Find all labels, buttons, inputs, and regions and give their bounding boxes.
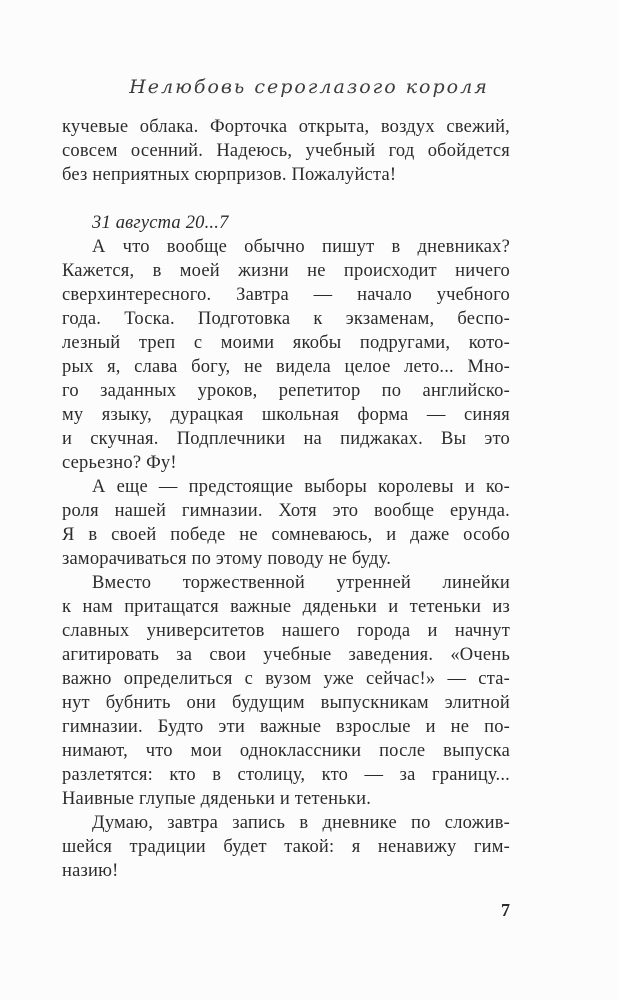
text-line: без неприятных сюрпризов. Пожалуйста! bbox=[62, 165, 397, 185]
text-line: совсем осенний. Надеюсь, учебный год обойдется bbox=[62, 141, 510, 161]
page-number: 7 bbox=[501, 900, 510, 920]
text-line: разлетятся: кто в столицу, кто — за границу... bbox=[62, 765, 510, 785]
paragraph bbox=[62, 571, 510, 811]
text-line: серьезно? Фу! bbox=[62, 453, 177, 473]
text-line: Я в своей победе не сомневаюсь, и даже особо bbox=[62, 525, 510, 545]
running-head-title: Нелюбовь сероглазого короля bbox=[129, 76, 489, 98]
text-line: славных университетов нашего города и начнут bbox=[62, 621, 510, 641]
text-line: Наивные глупые дяденьки и тетеньки. bbox=[62, 789, 372, 809]
text-line: Кажется, в моей жизни не происходит ничего bbox=[62, 261, 510, 281]
paragraph bbox=[62, 811, 510, 883]
text-line: и скучная. Подплечники на пиджаках. Вы это bbox=[62, 429, 510, 449]
text-line: кучевые облака. Форточка открыта, воздух свежий, bbox=[62, 117, 510, 137]
text-line: 31 августа 20...7 bbox=[92, 213, 229, 233]
text-line: Думаю, завтра запись в дневнике по сложив- bbox=[92, 813, 510, 833]
text-line: го заданных уроков, репетитор по английско- bbox=[62, 381, 510, 401]
text-line: А что вообще обычно пишут в дневниках? bbox=[92, 237, 510, 257]
text-line: му языку, дурацкая школьная форма — синяя bbox=[62, 405, 510, 425]
paragraph bbox=[62, 115, 510, 187]
text-line: роля нашей гимназии. Хотя это вообще ерунда. bbox=[62, 501, 510, 521]
text-line: шейся традиции будет такой: я ненавижу гим- bbox=[62, 837, 510, 857]
text-line: А еще — предстоящие выборы королевы и ко- bbox=[92, 477, 510, 497]
text-line: нут бубнить они будущим выпускникам элитной bbox=[62, 693, 510, 713]
text-line: заморачиваться по этому поводу не буду. bbox=[62, 549, 392, 569]
text-line: года. Тоска. Подготовка к экзаменам, беспо- bbox=[62, 309, 510, 329]
text-line: к нам притащатся важные дяденьки и тетеньки из bbox=[62, 597, 510, 617]
text-line: агитировать за свои учебные заведения. «Очень bbox=[62, 645, 510, 665]
text-line: гимназии. Будто эти важные взрослые и не по- bbox=[62, 717, 510, 737]
diary-date-line bbox=[62, 211, 510, 235]
paragraph bbox=[62, 475, 510, 571]
text-line: нимают, что мои одноклассники после выпуска bbox=[62, 741, 510, 761]
paragraph bbox=[62, 235, 510, 475]
text-line: Вместо торжественной утренней линейки bbox=[92, 573, 510, 593]
text-line: назию! bbox=[62, 861, 119, 881]
text-body bbox=[62, 115, 510, 883]
text-line: важно определиться с вузом уже сейчас!» — ста- bbox=[62, 669, 510, 689]
text-line: рых я, слава богу, не видела целое лето... Мно- bbox=[62, 357, 510, 377]
text-line: лезный треп с моими якобы подругами, кото- bbox=[62, 333, 510, 353]
text-line: сверхинтересного. Завтра — начало учебного bbox=[62, 285, 510, 305]
